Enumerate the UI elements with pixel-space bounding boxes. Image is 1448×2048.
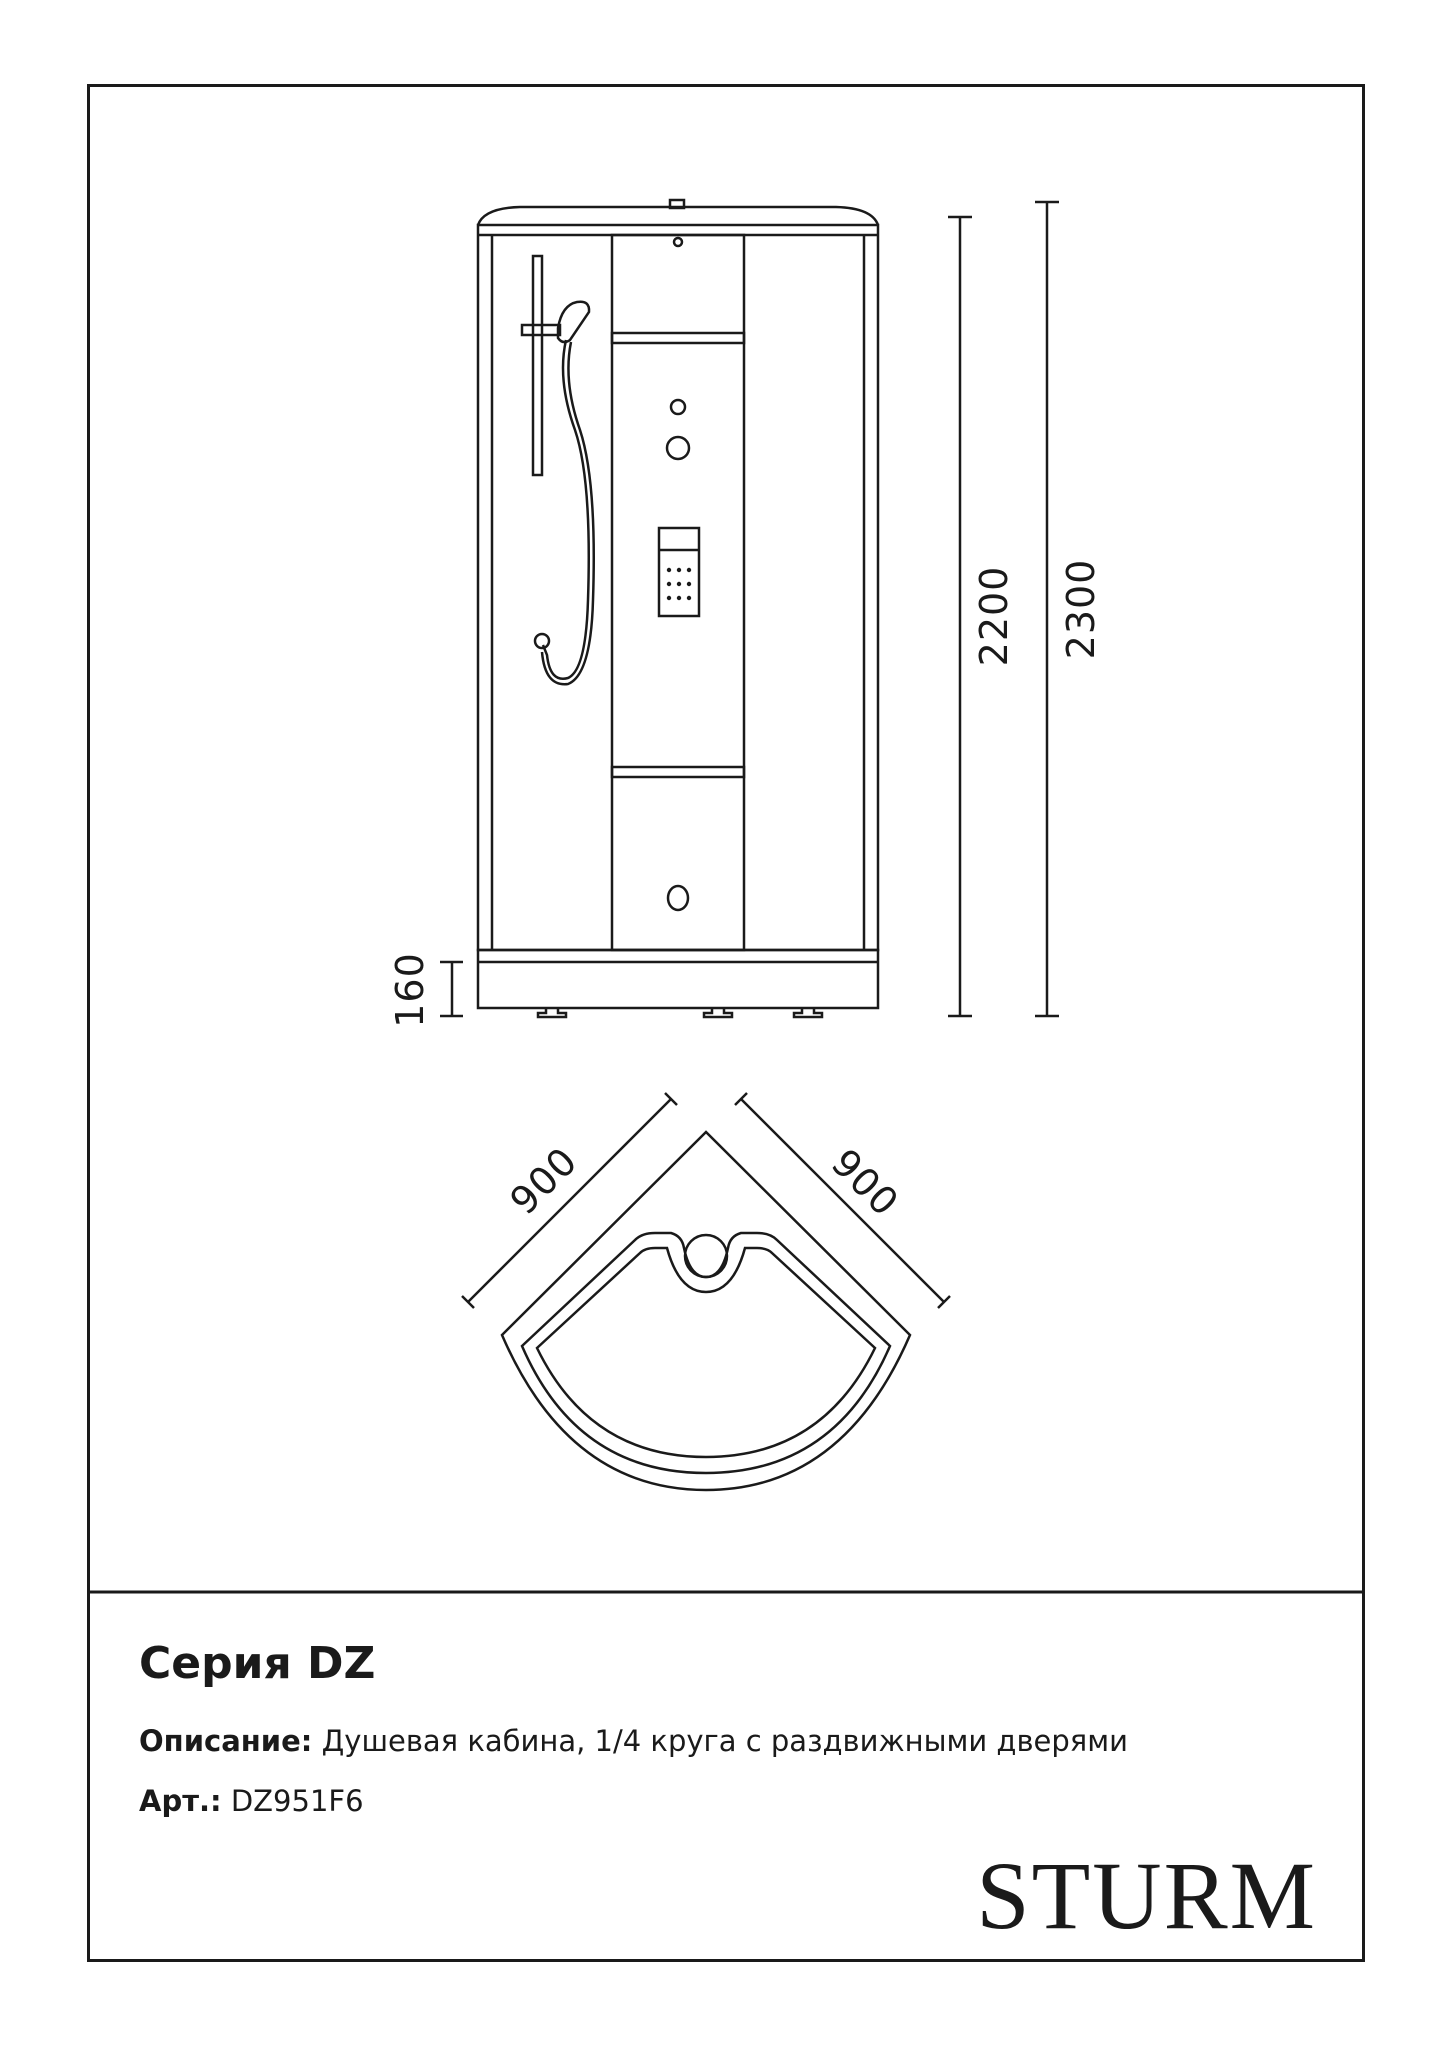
tray-feet — [538, 1008, 822, 1017]
jet-large-icon — [667, 437, 689, 459]
shower-hose — [543, 340, 589, 679]
article-line — [139, 1784, 364, 1818]
article-value: DZ951F6 — [230, 1784, 364, 1818]
control-panel-buttons — [667, 568, 691, 600]
shower-rail — [533, 256, 542, 475]
dimension-cabin-height — [948, 217, 972, 1016]
hand-shower-icon — [558, 302, 589, 342]
dim-label-2300: 2300 — [1059, 558, 1103, 660]
dimension-left-side — [462, 1093, 677, 1308]
brand-logo: STURM — [976, 1842, 1317, 1949]
hose-connector-icon — [535, 634, 549, 648]
article-label: Арт.: — [139, 1784, 222, 1818]
title-block — [87, 1592, 1365, 1962]
description-line — [139, 1724, 1128, 1758]
tray-basin — [537, 1248, 875, 1457]
lower-shelf — [612, 767, 744, 777]
tray-inner-rim — [522, 1233, 890, 1473]
drain-outlet-icon — [668, 886, 688, 910]
description-label: Описание: — [139, 1724, 313, 1758]
front-view — [440, 200, 1059, 1017]
dimension-tray-height — [440, 962, 463, 1016]
roof-nozzle — [670, 200, 684, 208]
series-title: Серия DZ — [139, 1638, 376, 1689]
dim-label-900-left: 900 — [501, 1138, 587, 1224]
jet-small-icon — [671, 400, 685, 414]
description-value: Душевая кабина, 1/4 круга с раздвижными дверями — [321, 1724, 1128, 1758]
dimension-total-height — [1035, 202, 1059, 1016]
shower-tray — [478, 950, 878, 1008]
plan-view — [462, 1093, 950, 1490]
dim-label-160: 160 — [388, 952, 432, 1028]
upper-shelf — [612, 333, 744, 343]
dim-label-900-right: 900 — [822, 1140, 908, 1226]
dim-label-2200: 2200 — [972, 565, 1016, 667]
cabin-roof — [478, 207, 878, 225]
tray-drain-icon — [685, 1235, 727, 1277]
overhead-light-icon — [674, 238, 682, 246]
dimension-right-side — [735, 1093, 950, 1308]
